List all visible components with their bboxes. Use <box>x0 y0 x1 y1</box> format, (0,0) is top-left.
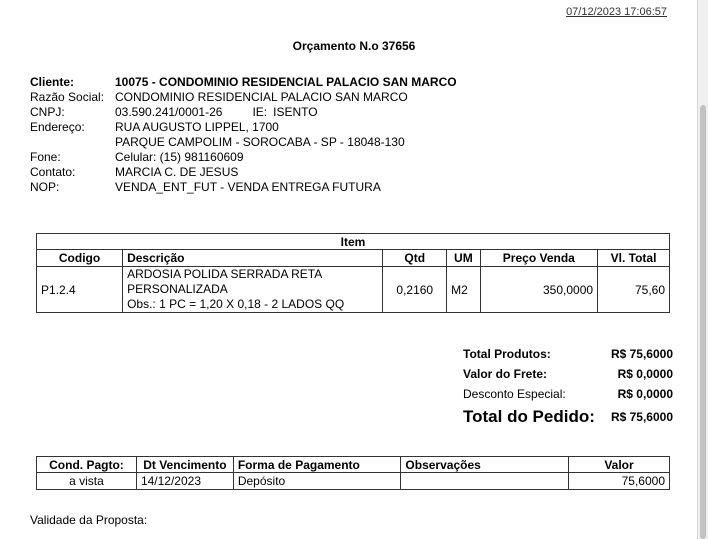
item-desc-line2: PERSONALIZADA <box>127 282 228 296</box>
endereco-row-2 <box>30 135 457 150</box>
payment-cond: a vista <box>37 473 137 490</box>
endereco-row <box>30 120 457 135</box>
col-preco: Preço Venda <box>480 250 597 267</box>
razao-social-row <box>30 90 457 105</box>
contato-row <box>30 165 457 180</box>
items-table <box>36 233 670 313</box>
print-timestamp: 07/12/2023 17:06:57 <box>566 6 667 18</box>
total-pedido-label: Total do Pedido: <box>463 407 595 426</box>
ie-label: IE: <box>252 105 268 119</box>
total-pedido-row <box>463 404 673 430</box>
scrollbar-thumb[interactable] <box>700 105 706 539</box>
desconto-row <box>463 384 673 404</box>
col-cond-pagto: Cond. Pagto: <box>37 457 137 473</box>
payments-table <box>36 456 670 490</box>
endereco-line2: PARQUE CAMPOLIM - SOROCABA - SP - 18048-130 <box>115 135 405 149</box>
item-preco: 350,0000 <box>480 267 597 313</box>
item-qtd: 0,2160 <box>383 267 447 313</box>
client-info <box>30 75 457 195</box>
item-descricao <box>123 267 383 313</box>
col-descricao: Descrição <box>123 250 383 267</box>
payment-vencimento: 14/12/2023 <box>136 473 233 490</box>
endereco-line1: RUA AUGUSTO LIPPEL, 1700 <box>115 120 279 134</box>
col-codigo: Codigo <box>37 250 123 267</box>
cnpj-value: 03.590.241/0001-26 <box>115 105 223 119</box>
table-row <box>37 267 670 313</box>
totals-summary <box>463 344 673 430</box>
item-total: 75,60 <box>598 267 670 313</box>
item-desc-line1: ARDOSIA POLIDA SERRADA RETA <box>127 267 323 281</box>
desconto-label: Desconto Especial: <box>463 387 566 401</box>
item-codigo: P1.2.4 <box>37 267 123 313</box>
col-total: Vl. Total <box>598 250 670 267</box>
col-valor: Valor <box>569 457 670 473</box>
valor-frete-label: Valor do Frete: <box>463 367 548 381</box>
col-qtd: Qtd <box>383 250 447 267</box>
payment-obs <box>401 473 569 490</box>
cnpj-row <box>30 105 457 120</box>
desconto-value: R$ 0,0000 <box>617 387 673 401</box>
payment-valor: 75,6000 <box>569 473 670 490</box>
razao-social-label: Razão Social: <box>30 90 105 104</box>
valor-frete-value: R$ 0,0000 <box>617 367 673 381</box>
fone-value: Celular: (15) 981160609 <box>115 150 244 164</box>
total-pedido-value: R$ 75,6000 <box>610 410 673 424</box>
valor-frete-row <box>463 364 673 384</box>
col-forma-pagamento: Forma de Pagamento <box>233 457 401 473</box>
fone-row <box>30 150 457 165</box>
total-produtos-value: R$ 75,6000 <box>610 347 673 361</box>
client-row <box>30 75 457 90</box>
col-dt-vencimento: Dt Vencimento <box>136 457 233 473</box>
contato-value: MARCIA C. DE JESUS <box>115 165 239 179</box>
col-observacoes: Observações <box>401 457 569 473</box>
vertical-scrollbar[interactable] <box>697 0 708 539</box>
fone-label: Fone: <box>30 150 61 164</box>
client-value: 10075 - CONDOMINIO RESIDENCIAL PALACIO SAN MARCO <box>115 75 457 89</box>
ie-value: ISENTO <box>273 105 318 119</box>
nop-label: NOP: <box>30 180 60 194</box>
item-desc-obs: Obs.: 1 PC = 1,20 X 0,18 - 2 LADOS QQ <box>127 297 345 311</box>
item-um: M2 <box>447 267 480 313</box>
payments-header-row <box>37 457 670 473</box>
payment-forma: Depósito <box>233 473 401 490</box>
contato-label: Contato: <box>30 165 76 179</box>
cnpj-label: CNPJ: <box>30 105 65 119</box>
items-header-row <box>37 250 670 267</box>
nop-row <box>30 180 457 195</box>
items-table-title: Item <box>37 234 670 250</box>
total-produtos-row <box>463 344 673 364</box>
table-row <box>37 473 670 490</box>
col-um: UM <box>447 250 480 267</box>
nop-value: VENDA_ENT_FUT - VENDA ENTREGA FUTURA <box>115 180 381 194</box>
endereco-label: Endereço: <box>30 120 85 134</box>
validity-label: Validade da Proposta: <box>30 513 148 527</box>
page-title: Orçamento N.o 37656 <box>292 39 416 53</box>
client-label: Cliente: <box>30 75 75 89</box>
total-produtos-label: Total Produtos: <box>463 347 551 361</box>
razao-social-value: CONDOMINIO RESIDENCIAL PALACIO SAN MARCO <box>115 90 408 104</box>
